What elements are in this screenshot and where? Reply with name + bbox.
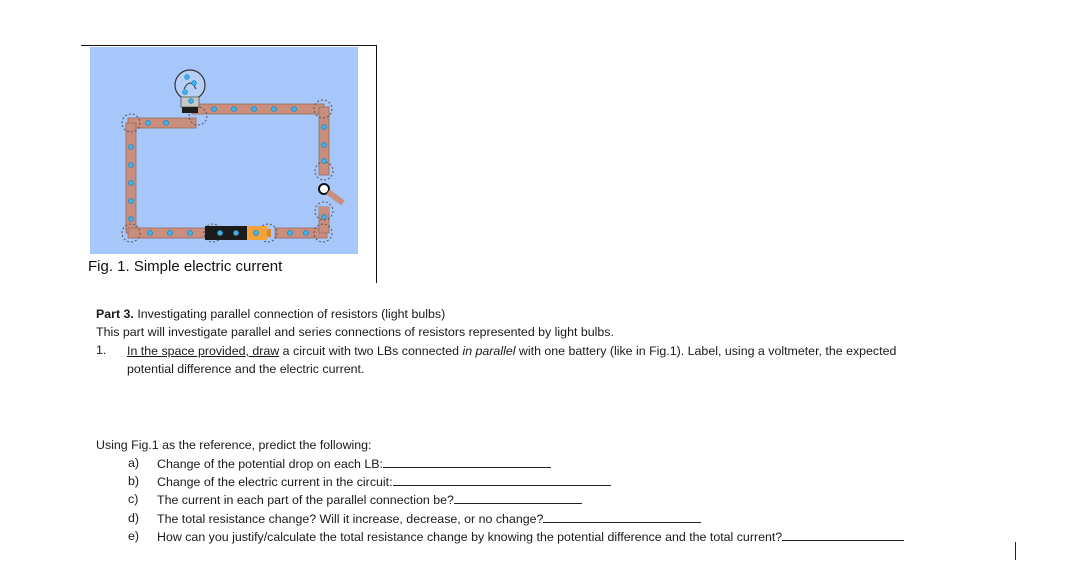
answer-blank-c[interactable] — [454, 492, 582, 504]
item1-text-a: a circuit with two LBs connected — [279, 344, 463, 358]
item1-text-b: with one battery (like in Fig.1). Label, using a voltmeter, the expected — [515, 344, 897, 358]
answer-blank-d[interactable] — [543, 511, 701, 523]
electrons — [128, 75, 326, 236]
text-cursor — [1015, 542, 1016, 560]
predict-letter-c: c) — [128, 492, 139, 506]
figure-caption: Fig. 1. Simple electric current — [88, 258, 283, 275]
predict-letter-a: a) — [128, 456, 140, 470]
predict-item-a — [157, 456, 551, 472]
circuit-illustration — [90, 47, 358, 254]
predict-text-c: The current in each part of the parallel connection be? — [157, 493, 454, 507]
predict-item-c — [157, 492, 582, 508]
circuit-figure — [90, 47, 358, 254]
item1-line1 — [127, 343, 896, 359]
item1-italic: in parallel — [462, 344, 516, 358]
predict-letter-b: b) — [128, 474, 140, 488]
predict-text-a: Change of the potential drop on each LB: — [157, 457, 383, 471]
predict-text-d: The total resistance change? Will it increase, decrease, or no change? — [157, 512, 544, 526]
part3-heading — [96, 306, 445, 322]
answer-blank-a[interactable] — [383, 456, 551, 468]
predict-item-b — [157, 474, 611, 490]
part3-intro: This part will investigate parallel and series connections of resistors represented by light bulbs. — [96, 325, 614, 339]
predict-letter-d: d) — [128, 511, 140, 525]
item1-underlined: In the space provided, draw — [127, 344, 280, 358]
predict-text-b: Change of the electric current in the circuit: — [157, 475, 393, 489]
predict-text-e: How can you justify/calculate the total resistance change by knowing the potential difference and the total current? — [157, 530, 783, 544]
table-border-right — [376, 45, 377, 283]
predict-item-d — [157, 511, 701, 527]
item1-line2: potential difference and the electric current. — [127, 362, 365, 376]
switch — [319, 184, 343, 213]
predict-letter-e: e) — [128, 529, 140, 543]
table-border-top — [81, 45, 377, 46]
part3-label: Part 3. — [96, 307, 134, 321]
answer-blank-b[interactable] — [393, 474, 611, 486]
wire-top-left — [128, 118, 196, 128]
item1-number: 1. — [96, 343, 107, 357]
predict-lead: Using Fig.1 as the reference, predict the following: — [96, 438, 372, 452]
part3-title: Investigating parallel connection of resistors (light bulbs) — [133, 307, 446, 321]
predict-item-e — [157, 529, 904, 545]
answer-blank-e[interactable] — [782, 529, 904, 541]
